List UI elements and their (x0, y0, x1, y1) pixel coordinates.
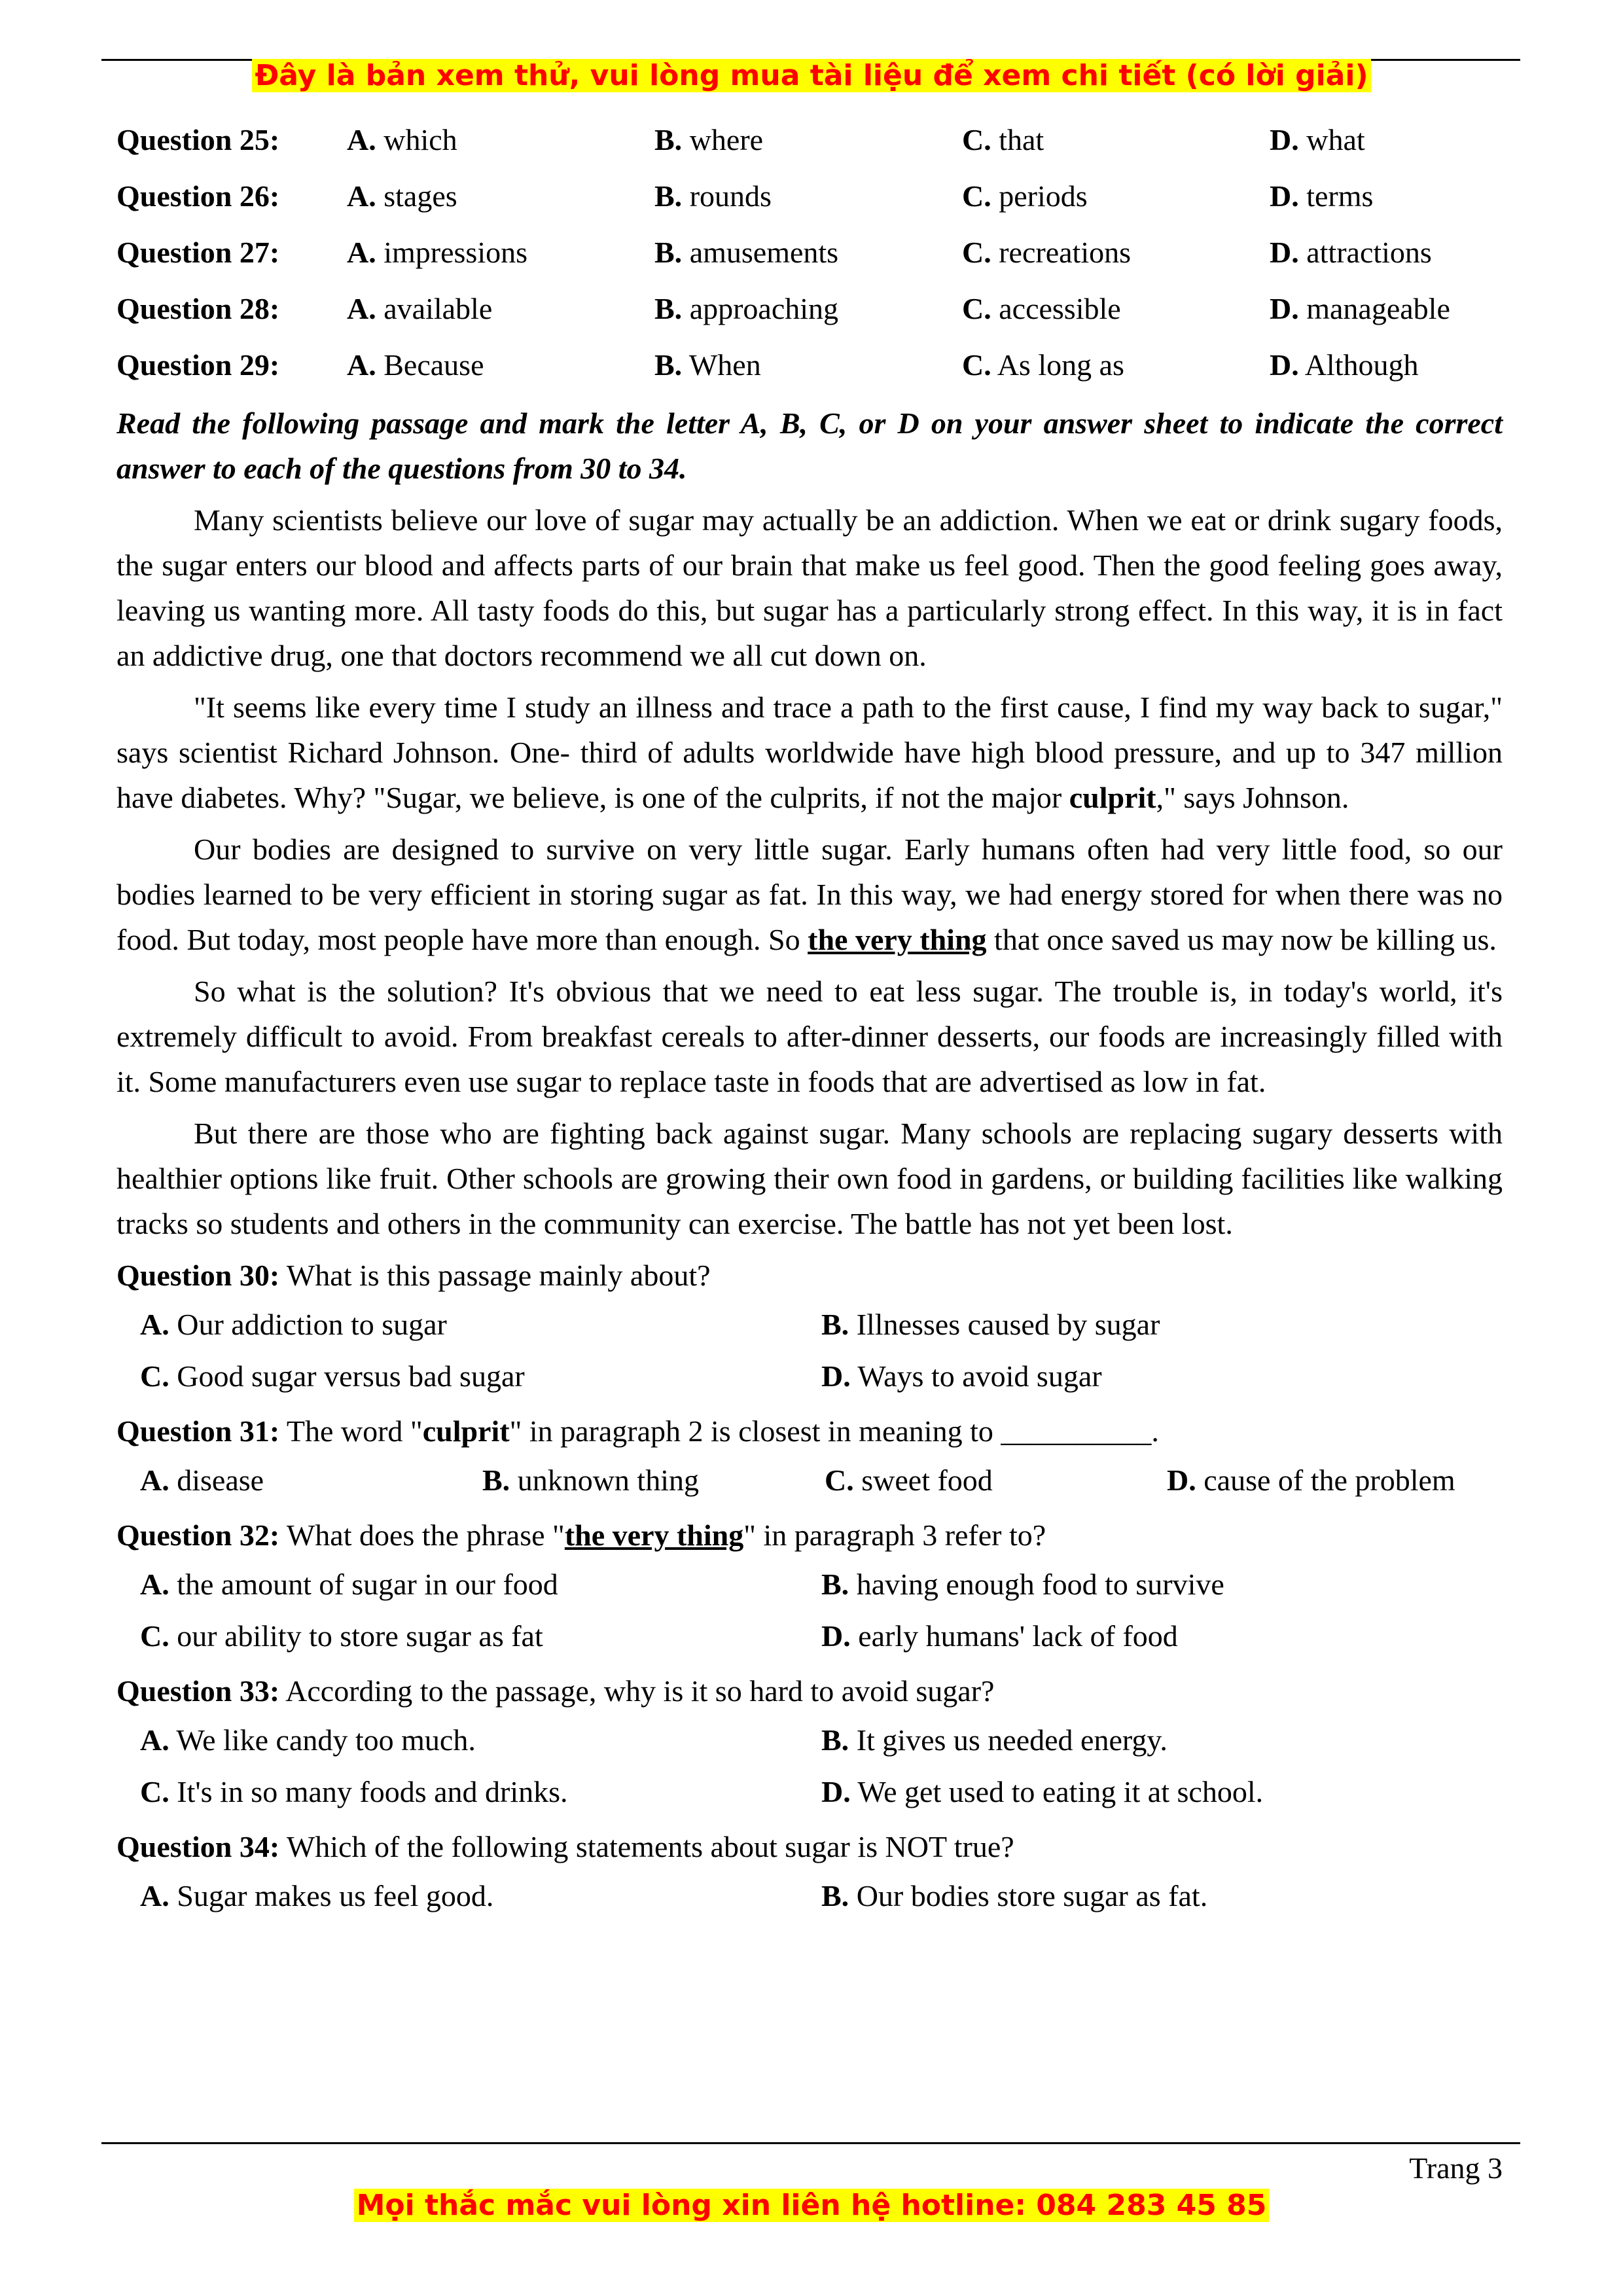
option-a: A. stages (347, 179, 457, 213)
option-b: B. unknown thing (482, 1463, 699, 1497)
question-label: Question 27: (116, 235, 280, 269)
cloze-question-28 (116, 280, 1503, 336)
option-c: C. our ability to store sugar as fat (140, 1619, 543, 1653)
option-c: C. accessible (962, 291, 1121, 325)
page-content (116, 111, 1503, 1922)
passage-paragraph-4: So what is the solution? It's obvious that we need to eat less sugar. The trouble is, in today's world, it's extremely difficult to avoid. From breakfast cereals to after-dinner desserts, our foods are increasingly filled with it. Some manufacturers even use sugar to replace taste in foods that are advertised as low in fat. (116, 975, 1503, 1098)
option-d: D. cause of the problem (1167, 1463, 1455, 1497)
option-b: B. rounds (654, 179, 772, 213)
question-label: Question 29: (116, 348, 280, 382)
passage-paragraph-1: Many scientists believe our love of sugar may actually be an addiction. When we eat or drink sugary foods, the sugar enters our blood and affects parts of our brain that make us feel good. Then the good feeling goes away, leaving us wanting more. All tasty foods do this, but sugar has a particularly strong effect. In this way, it is in fact an addictive drug, one that doctors recommend we all cut down on. (116, 503, 1503, 672)
question-30-options-row-2 (140, 1350, 1503, 1402)
question-32-options-row-1 (140, 1558, 1503, 1610)
question-32-options-row-2 (140, 1610, 1503, 1662)
option-c: C. that (962, 122, 1044, 156)
option-a: A. disease (140, 1463, 264, 1497)
question-33-stem: Question 33: According to the passage, why is it so hard to avoid sugar? (116, 1674, 995, 1708)
option-b: B. Our bodies store sugar as fat. (821, 1879, 1208, 1912)
cloze-question-25 (116, 111, 1503, 168)
passage-paragraph-2: "It seems like every time I study an illness and trace a path to the first cause, I find my way back to sugar," says scientist Richard Johnson. One- third of adults worldwide have high blood pressure, and up to 347 million have diabetes. Why? "Sugar, we believe, is one of the culprits, if not the major culprit," says Johnson. (116, 691, 1503, 814)
option-a: A. the amount of sugar in our food (140, 1568, 558, 1601)
option-c: C. periods (962, 179, 1088, 213)
option-d: D. terms (1270, 179, 1374, 213)
preview-banner-text: Đây là bản xem thử, vui lòng mua tài liệu để xem chi tiết (có lời giải) (252, 59, 1370, 92)
question-34-stem: Question 34: Which of the following statements about sugar is NOT true? (116, 1830, 1014, 1863)
culprit-highlight: culprit (1069, 781, 1156, 814)
option-d: D. manageable (1270, 291, 1450, 325)
option-d: D. attractions (1270, 235, 1432, 269)
option-c: C. As long as (962, 348, 1124, 382)
passage-paragraph-5: But there are those who are fighting back against sugar. Many schools are replacing sugary desserts with healthier options like fruit. Other schools are growing their own food in gardens, or building facilities like walking tracks so students and others in the community can exercise. The battle has not yet been lost. (116, 1117, 1503, 1240)
option-b: B. amusements (654, 235, 839, 269)
preview-banner (0, 58, 1623, 94)
option-a: A. impressions (347, 235, 528, 269)
option-b: B. Illnesses caused by sugar (821, 1308, 1160, 1341)
option-c: C. Good sugar versus bad sugar (140, 1359, 525, 1393)
option-a: A. Our addiction to sugar (140, 1308, 447, 1341)
option-d: D. Ways to avoid sugar (821, 1359, 1102, 1393)
question-label: Question 28: (116, 291, 280, 325)
option-b: B. having enough food to survive (821, 1568, 1224, 1601)
option-d: D. what (1270, 122, 1365, 156)
option-a: A. Sugar makes us feel good. (140, 1879, 494, 1912)
cloze-question-29 (116, 336, 1503, 393)
option-b: B. approaching (654, 291, 839, 325)
question-33-options-row-1 (140, 1714, 1503, 1766)
question-label: Question 25: (116, 122, 280, 156)
hotline-banner (0, 2187, 1623, 2224)
option-d: D. We get used to eating it at school. (821, 1775, 1264, 1808)
option-c: C. sweet food (825, 1463, 993, 1497)
passage-paragraph-3: Our bodies are designed to survive on very little sugar. Early humans often had very little food, so our bodies learned to be very efficient in storing sugar as fat. In this way, we had energy stored for when there was no food. But today, most people have more than enough. So the very thing that once saved us may now be killing us. (116, 833, 1503, 956)
question-31-options (140, 1454, 1503, 1506)
option-b: B. where (654, 122, 764, 156)
option-b: B. It gives us needed energy. (821, 1723, 1168, 1757)
question-31-stem: Question 31: The word "culprit" in paragraph 2 is closest in meaning to __________. (116, 1414, 1159, 1448)
very-thing-highlight: the very thing (808, 923, 987, 956)
question-33-options-row-2 (140, 1766, 1503, 1818)
question-30-stem: Question 30: What is this passage mainly about? (116, 1259, 711, 1292)
option-d: D. Although (1270, 348, 1419, 382)
option-c: C. It's in so many foods and drinks. (140, 1775, 568, 1808)
hotline-banner-text: Mọi thắc mắc vui lòng xin liên hệ hotline: 084 283 45 85 (354, 2189, 1270, 2222)
reading-instruction: Read the following passage and mark the letter A, B, C, or D on your answer sheet to indicate the correct answer to each of the questions from 30 to 34. (116, 406, 1503, 485)
cloze-question-26 (116, 168, 1503, 224)
question-30-options-row-1 (140, 1299, 1503, 1350)
page-number: Trang 3 (1409, 2151, 1503, 2185)
option-b: B. When (654, 348, 761, 382)
cloze-question-27 (116, 224, 1503, 280)
option-c: C. recreations (962, 235, 1132, 269)
question-32-stem: Question 32: What does the phrase "the very thing" in paragraph 3 refer to? (116, 1518, 1046, 1552)
option-d: D. early humans' lack of food (821, 1619, 1178, 1653)
option-a: A. available (347, 291, 493, 325)
option-a: A. which (347, 122, 457, 156)
question-label: Question 26: (116, 179, 280, 213)
question-34-options-row-1 (140, 1870, 1503, 1922)
footer-rule (101, 2142, 1520, 2144)
option-a: A. We like candy too much. (140, 1723, 476, 1757)
option-a: A. Because (347, 348, 484, 382)
